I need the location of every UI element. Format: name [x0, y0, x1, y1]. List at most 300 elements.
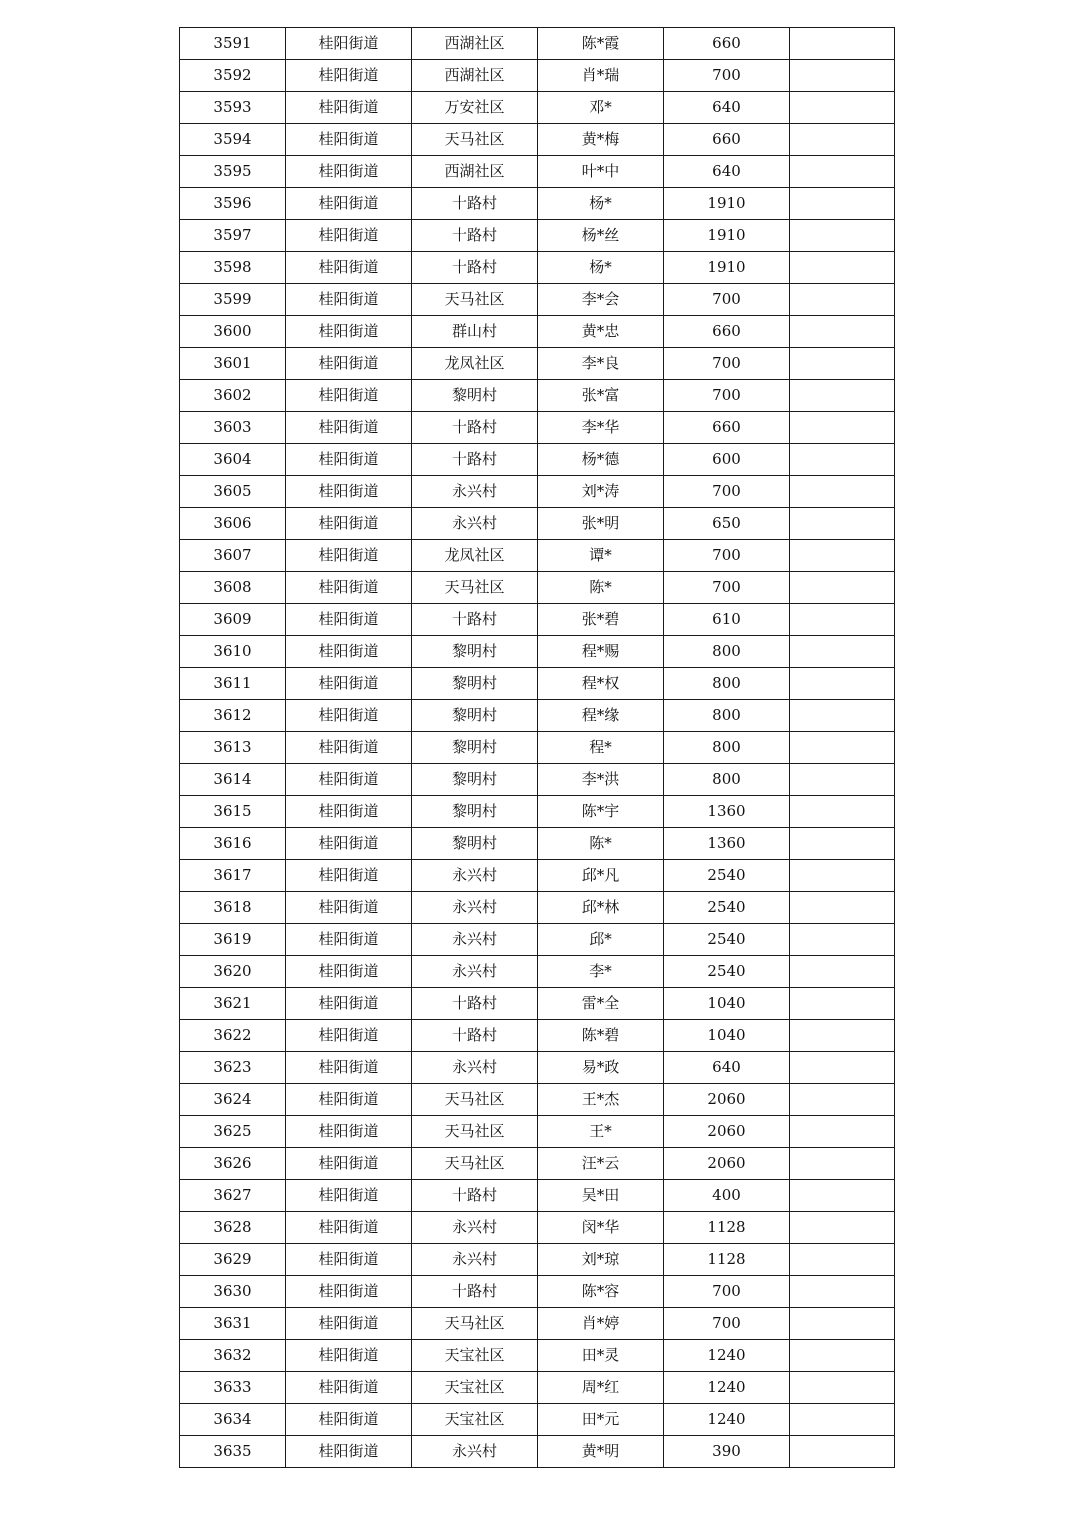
row-number-cell: 3607 — [180, 540, 286, 572]
remarks-cell — [790, 92, 895, 124]
table-row — [180, 380, 895, 412]
amount-cell: 800 — [664, 732, 790, 764]
remarks-cell — [790, 572, 895, 604]
remarks-cell — [790, 1404, 895, 1436]
amount-cell: 800 — [664, 700, 790, 732]
remarks-cell — [790, 764, 895, 796]
name-cell: 陈*宇 — [538, 796, 664, 828]
name-cell: 闵*华 — [538, 1212, 664, 1244]
community-cell: 永兴村 — [412, 892, 538, 924]
row-number-cell: 3593 — [180, 92, 286, 124]
street-cell: 桂阳街道 — [286, 252, 412, 284]
community-cell: 十路村 — [412, 988, 538, 1020]
remarks-cell — [790, 1148, 895, 1180]
amount-cell: 1128 — [664, 1212, 790, 1244]
data-table — [179, 27, 895, 1468]
street-cell: 桂阳街道 — [286, 92, 412, 124]
name-cell: 张*碧 — [538, 604, 664, 636]
amount-cell: 610 — [664, 604, 790, 636]
street-cell: 桂阳街道 — [286, 220, 412, 252]
community-cell: 黎明村 — [412, 764, 538, 796]
remarks-cell — [790, 828, 895, 860]
table-row — [180, 892, 895, 924]
remarks-cell — [790, 1052, 895, 1084]
row-number-cell: 3624 — [180, 1084, 286, 1116]
table-row — [180, 1372, 895, 1404]
remarks-cell — [790, 476, 895, 508]
row-number-cell: 3612 — [180, 700, 286, 732]
row-number-cell: 3594 — [180, 124, 286, 156]
community-cell: 十路村 — [412, 252, 538, 284]
street-cell: 桂阳街道 — [286, 1084, 412, 1116]
table-row — [180, 348, 895, 380]
street-cell: 桂阳街道 — [286, 1020, 412, 1052]
row-number-cell: 3591 — [180, 28, 286, 60]
name-cell: 李* — [538, 956, 664, 988]
street-cell: 桂阳街道 — [286, 412, 412, 444]
table-row — [180, 60, 895, 92]
table-row — [180, 412, 895, 444]
name-cell: 程*缘 — [538, 700, 664, 732]
community-cell: 十路村 — [412, 220, 538, 252]
row-number-cell: 3630 — [180, 1276, 286, 1308]
table-row — [180, 572, 895, 604]
community-cell: 万安社区 — [412, 92, 538, 124]
amount-cell: 700 — [664, 380, 790, 412]
street-cell: 桂阳街道 — [286, 796, 412, 828]
remarks-cell — [790, 1116, 895, 1148]
row-number-cell: 3622 — [180, 1020, 286, 1052]
remarks-cell — [790, 636, 895, 668]
name-cell: 陈*碧 — [538, 1020, 664, 1052]
name-cell: 邓* — [538, 92, 664, 124]
community-cell: 天宝社区 — [412, 1340, 538, 1372]
remarks-cell — [790, 860, 895, 892]
community-cell: 永兴村 — [412, 860, 538, 892]
remarks-cell — [790, 732, 895, 764]
remarks-cell — [790, 412, 895, 444]
table-row — [180, 1212, 895, 1244]
name-cell: 李*洪 — [538, 764, 664, 796]
amount-cell: 800 — [664, 668, 790, 700]
table-row — [180, 188, 895, 220]
table-row — [180, 796, 895, 828]
amount-cell: 2540 — [664, 860, 790, 892]
amount-cell: 1040 — [664, 988, 790, 1020]
community-cell: 永兴村 — [412, 1436, 538, 1468]
name-cell: 程* — [538, 732, 664, 764]
street-cell: 桂阳街道 — [286, 284, 412, 316]
community-cell: 黎明村 — [412, 732, 538, 764]
name-cell: 王* — [538, 1116, 664, 1148]
table-row — [180, 1020, 895, 1052]
amount-cell: 1240 — [664, 1404, 790, 1436]
amount-cell: 660 — [664, 316, 790, 348]
row-number-cell: 3620 — [180, 956, 286, 988]
table-row — [180, 540, 895, 572]
row-number-cell: 3595 — [180, 156, 286, 188]
amount-cell: 700 — [664, 476, 790, 508]
street-cell: 桂阳街道 — [286, 828, 412, 860]
street-cell: 桂阳街道 — [286, 892, 412, 924]
community-cell: 天马社区 — [412, 1084, 538, 1116]
row-number-cell: 3604 — [180, 444, 286, 476]
community-cell: 天马社区 — [412, 1116, 538, 1148]
remarks-cell — [790, 1340, 895, 1372]
remarks-cell — [790, 604, 895, 636]
amount-cell: 1040 — [664, 1020, 790, 1052]
name-cell: 程*权 — [538, 668, 664, 700]
community-cell: 西湖社区 — [412, 28, 538, 60]
remarks-cell — [790, 1084, 895, 1116]
community-cell: 天马社区 — [412, 1148, 538, 1180]
street-cell: 桂阳街道 — [286, 124, 412, 156]
remarks-cell — [790, 1436, 895, 1468]
amount-cell: 660 — [664, 124, 790, 156]
remarks-cell — [790, 540, 895, 572]
name-cell: 刘*琼 — [538, 1244, 664, 1276]
row-number-cell: 3628 — [180, 1212, 286, 1244]
table-row — [180, 1084, 895, 1116]
name-cell: 杨* — [538, 188, 664, 220]
remarks-cell — [790, 316, 895, 348]
name-cell: 杨*丝 — [538, 220, 664, 252]
street-cell: 桂阳街道 — [286, 1404, 412, 1436]
remarks-cell — [790, 348, 895, 380]
remarks-cell — [790, 1308, 895, 1340]
remarks-cell — [790, 156, 895, 188]
community-cell: 西湖社区 — [412, 156, 538, 188]
remarks-cell — [790, 284, 895, 316]
table-row — [180, 860, 895, 892]
community-cell: 龙凤社区 — [412, 540, 538, 572]
community-cell: 黎明村 — [412, 828, 538, 860]
table-row — [180, 1180, 895, 1212]
remarks-cell — [790, 28, 895, 60]
street-cell: 桂阳街道 — [286, 1212, 412, 1244]
table-row — [180, 92, 895, 124]
amount-cell: 1360 — [664, 828, 790, 860]
community-cell: 永兴村 — [412, 956, 538, 988]
community-cell: 黎明村 — [412, 700, 538, 732]
remarks-cell — [790, 508, 895, 540]
table-row — [180, 700, 895, 732]
table-row — [180, 1404, 895, 1436]
name-cell: 陈*霞 — [538, 28, 664, 60]
table-row — [180, 1244, 895, 1276]
community-cell: 永兴村 — [412, 1052, 538, 1084]
remarks-cell — [790, 444, 895, 476]
row-number-cell: 3605 — [180, 476, 286, 508]
name-cell: 陈* — [538, 828, 664, 860]
name-cell: 易*政 — [538, 1052, 664, 1084]
row-number-cell: 3632 — [180, 1340, 286, 1372]
remarks-cell — [790, 668, 895, 700]
row-number-cell: 3598 — [180, 252, 286, 284]
street-cell: 桂阳街道 — [286, 1436, 412, 1468]
row-number-cell: 3603 — [180, 412, 286, 444]
street-cell: 桂阳街道 — [286, 508, 412, 540]
amount-cell: 640 — [664, 1052, 790, 1084]
row-number-cell: 3617 — [180, 860, 286, 892]
remarks-cell — [790, 1244, 895, 1276]
community-cell: 天宝社区 — [412, 1404, 538, 1436]
name-cell: 李*良 — [538, 348, 664, 380]
name-cell: 汪*云 — [538, 1148, 664, 1180]
street-cell: 桂阳街道 — [286, 1340, 412, 1372]
row-number-cell: 3627 — [180, 1180, 286, 1212]
row-number-cell: 3601 — [180, 348, 286, 380]
community-cell: 永兴村 — [412, 924, 538, 956]
row-number-cell: 3597 — [180, 220, 286, 252]
street-cell: 桂阳街道 — [286, 444, 412, 476]
street-cell: 桂阳街道 — [286, 956, 412, 988]
street-cell: 桂阳街道 — [286, 156, 412, 188]
street-cell: 桂阳街道 — [286, 348, 412, 380]
table-row — [180, 124, 895, 156]
row-number-cell: 3625 — [180, 1116, 286, 1148]
name-cell: 谭* — [538, 540, 664, 572]
amount-cell: 700 — [664, 60, 790, 92]
remarks-cell — [790, 700, 895, 732]
name-cell: 李*华 — [538, 412, 664, 444]
community-cell: 永兴村 — [412, 1212, 538, 1244]
table-row — [180, 924, 895, 956]
table-row — [180, 1276, 895, 1308]
remarks-cell — [790, 892, 895, 924]
remarks-cell — [790, 1372, 895, 1404]
table-row — [180, 316, 895, 348]
street-cell: 桂阳街道 — [286, 60, 412, 92]
name-cell: 李*会 — [538, 284, 664, 316]
community-cell: 西湖社区 — [412, 60, 538, 92]
community-cell: 黎明村 — [412, 380, 538, 412]
amount-cell: 700 — [664, 284, 790, 316]
street-cell: 桂阳街道 — [286, 700, 412, 732]
remarks-cell — [790, 124, 895, 156]
name-cell: 吴*田 — [538, 1180, 664, 1212]
name-cell: 陈*容 — [538, 1276, 664, 1308]
amount-cell: 660 — [664, 412, 790, 444]
table-row — [180, 956, 895, 988]
name-cell: 肖*瑞 — [538, 60, 664, 92]
street-cell: 桂阳街道 — [286, 1276, 412, 1308]
table-row — [180, 508, 895, 540]
name-cell: 邱* — [538, 924, 664, 956]
row-number-cell: 3621 — [180, 988, 286, 1020]
name-cell: 黄*梅 — [538, 124, 664, 156]
table-row — [180, 1052, 895, 1084]
amount-cell: 1128 — [664, 1244, 790, 1276]
table-row — [180, 1308, 895, 1340]
row-number-cell: 3634 — [180, 1404, 286, 1436]
table-row — [180, 1148, 895, 1180]
amount-cell: 700 — [664, 1276, 790, 1308]
community-cell: 十路村 — [412, 412, 538, 444]
remarks-cell — [790, 252, 895, 284]
table-row — [180, 764, 895, 796]
amount-cell: 660 — [664, 28, 790, 60]
street-cell: 桂阳街道 — [286, 1308, 412, 1340]
row-number-cell: 3629 — [180, 1244, 286, 1276]
street-cell: 桂阳街道 — [286, 28, 412, 60]
name-cell: 张*明 — [538, 508, 664, 540]
street-cell: 桂阳街道 — [286, 380, 412, 412]
street-cell: 桂阳街道 — [286, 764, 412, 796]
community-cell: 永兴村 — [412, 508, 538, 540]
name-cell: 杨*德 — [538, 444, 664, 476]
amount-cell: 700 — [664, 1308, 790, 1340]
name-cell: 田*灵 — [538, 1340, 664, 1372]
amount-cell: 1910 — [664, 188, 790, 220]
table-row — [180, 156, 895, 188]
community-cell: 十路村 — [412, 1276, 538, 1308]
community-cell: 永兴村 — [412, 476, 538, 508]
table-row — [180, 1116, 895, 1148]
street-cell: 桂阳街道 — [286, 1244, 412, 1276]
row-number-cell: 3635 — [180, 1436, 286, 1468]
remarks-cell — [790, 956, 895, 988]
amount-cell: 1240 — [664, 1372, 790, 1404]
amount-cell: 700 — [664, 572, 790, 604]
remarks-cell — [790, 188, 895, 220]
row-number-cell: 3615 — [180, 796, 286, 828]
street-cell: 桂阳街道 — [286, 924, 412, 956]
name-cell: 张*富 — [538, 380, 664, 412]
row-number-cell: 3608 — [180, 572, 286, 604]
community-cell: 十路村 — [412, 188, 538, 220]
street-cell: 桂阳街道 — [286, 668, 412, 700]
row-number-cell: 3606 — [180, 508, 286, 540]
street-cell: 桂阳街道 — [286, 572, 412, 604]
remarks-cell — [790, 220, 895, 252]
table-row — [180, 444, 895, 476]
community-cell: 十路村 — [412, 1020, 538, 1052]
amount-cell: 2540 — [664, 924, 790, 956]
table-row — [180, 636, 895, 668]
street-cell: 桂阳街道 — [286, 476, 412, 508]
remarks-cell — [790, 796, 895, 828]
amount-cell: 800 — [664, 636, 790, 668]
community-cell: 黎明村 — [412, 636, 538, 668]
community-cell: 天马社区 — [412, 124, 538, 156]
community-cell: 黎明村 — [412, 796, 538, 828]
name-cell: 叶*中 — [538, 156, 664, 188]
amount-cell: 1360 — [664, 796, 790, 828]
table-row — [180, 476, 895, 508]
row-number-cell: 3631 — [180, 1308, 286, 1340]
amount-cell: 640 — [664, 156, 790, 188]
remarks-cell — [790, 1180, 895, 1212]
street-cell: 桂阳街道 — [286, 604, 412, 636]
amount-cell: 800 — [664, 764, 790, 796]
table-row — [180, 732, 895, 764]
community-cell: 十路村 — [412, 604, 538, 636]
name-cell: 刘*涛 — [538, 476, 664, 508]
community-cell: 群山村 — [412, 316, 538, 348]
community-cell: 十路村 — [412, 444, 538, 476]
name-cell: 黄*忠 — [538, 316, 664, 348]
row-number-cell: 3614 — [180, 764, 286, 796]
table-row — [180, 220, 895, 252]
community-cell: 天马社区 — [412, 284, 538, 316]
amount-cell: 600 — [664, 444, 790, 476]
row-number-cell: 3592 — [180, 60, 286, 92]
remarks-cell — [790, 380, 895, 412]
community-cell: 黎明村 — [412, 668, 538, 700]
street-cell: 桂阳街道 — [286, 316, 412, 348]
name-cell: 王*杰 — [538, 1084, 664, 1116]
row-number-cell: 3610 — [180, 636, 286, 668]
amount-cell: 1910 — [664, 252, 790, 284]
table-row — [180, 1340, 895, 1372]
amount-cell: 700 — [664, 348, 790, 380]
amount-cell: 1910 — [664, 220, 790, 252]
table-row — [180, 284, 895, 316]
row-number-cell: 3602 — [180, 380, 286, 412]
amount-cell: 2060 — [664, 1116, 790, 1148]
name-cell: 程*赐 — [538, 636, 664, 668]
amount-cell: 2060 — [664, 1084, 790, 1116]
row-number-cell: 3613 — [180, 732, 286, 764]
table-row — [180, 604, 895, 636]
table-row — [180, 988, 895, 1020]
table-row — [180, 28, 895, 60]
community-cell: 十路村 — [412, 1180, 538, 1212]
name-cell: 杨* — [538, 252, 664, 284]
remarks-cell — [790, 60, 895, 92]
name-cell: 陈* — [538, 572, 664, 604]
name-cell: 黄*明 — [538, 1436, 664, 1468]
community-cell: 龙凤社区 — [412, 348, 538, 380]
remarks-cell — [790, 1276, 895, 1308]
row-number-cell: 3596 — [180, 188, 286, 220]
street-cell: 桂阳街道 — [286, 1372, 412, 1404]
amount-cell: 390 — [664, 1436, 790, 1468]
street-cell: 桂阳街道 — [286, 988, 412, 1020]
row-number-cell: 3609 — [180, 604, 286, 636]
amount-cell: 2540 — [664, 892, 790, 924]
row-number-cell: 3600 — [180, 316, 286, 348]
row-number-cell: 3599 — [180, 284, 286, 316]
row-number-cell: 3626 — [180, 1148, 286, 1180]
table-row — [180, 828, 895, 860]
street-cell: 桂阳街道 — [286, 540, 412, 572]
remarks-cell — [790, 924, 895, 956]
street-cell: 桂阳街道 — [286, 860, 412, 892]
street-cell: 桂阳街道 — [286, 1180, 412, 1212]
row-number-cell: 3633 — [180, 1372, 286, 1404]
remarks-cell — [790, 988, 895, 1020]
name-cell: 邱*凡 — [538, 860, 664, 892]
row-number-cell: 3616 — [180, 828, 286, 860]
row-number-cell: 3611 — [180, 668, 286, 700]
table-row — [180, 668, 895, 700]
name-cell: 周*红 — [538, 1372, 664, 1404]
row-number-cell: 3623 — [180, 1052, 286, 1084]
community-cell: 天宝社区 — [412, 1372, 538, 1404]
community-cell: 永兴村 — [412, 1244, 538, 1276]
amount-cell: 650 — [664, 508, 790, 540]
name-cell: 雷*全 — [538, 988, 664, 1020]
community-cell: 天马社区 — [412, 1308, 538, 1340]
amount-cell: 2060 — [664, 1148, 790, 1180]
amount-cell: 1240 — [664, 1340, 790, 1372]
remarks-cell — [790, 1212, 895, 1244]
table-row — [180, 252, 895, 284]
remarks-cell — [790, 1020, 895, 1052]
name-cell: 邱*林 — [538, 892, 664, 924]
